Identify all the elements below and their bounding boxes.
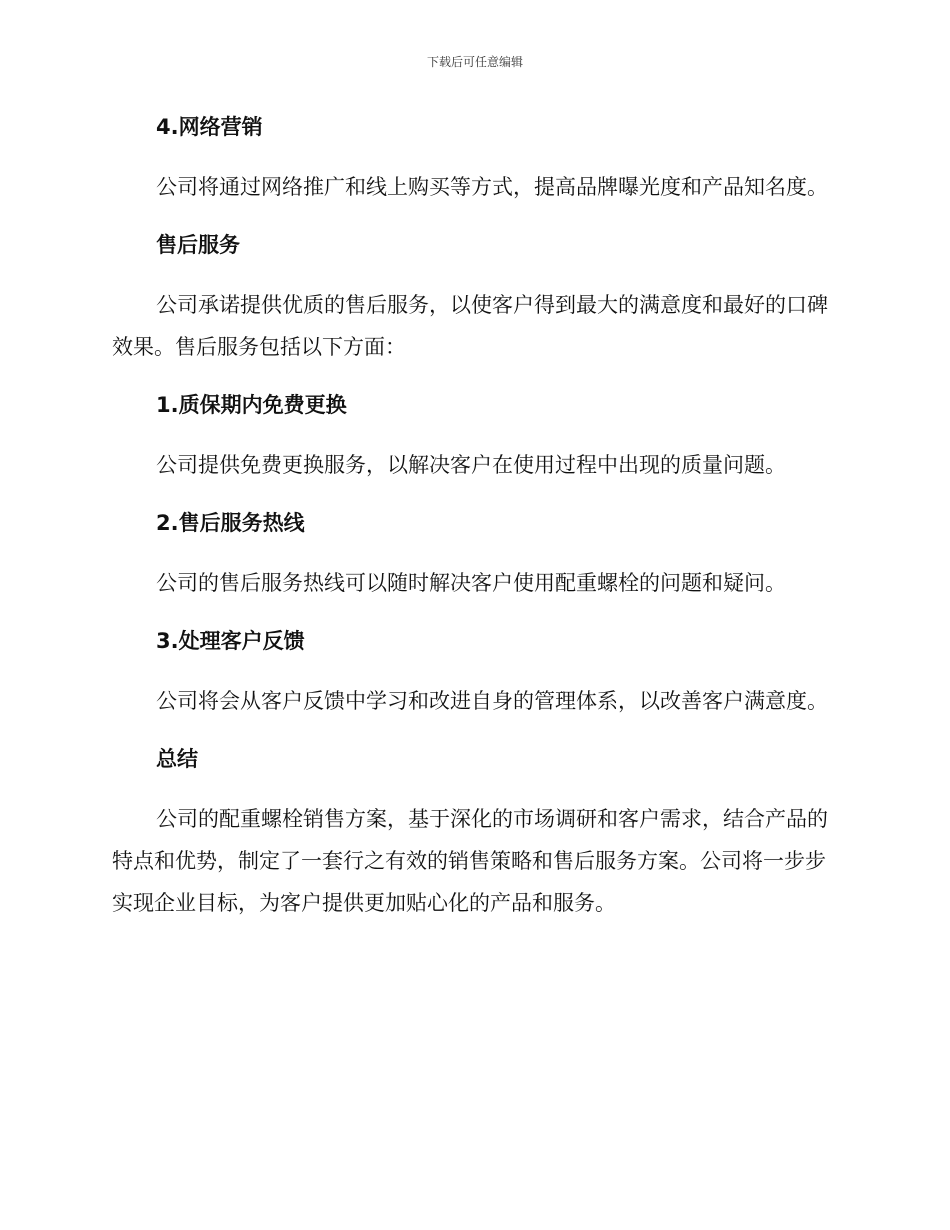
paragraph-after-sales: 公司承诺提供优质的售后服务，以使客户得到最大的满意度和最好的口碑效果。售后服务包括以下方面： [112, 293, 828, 359]
section-heading-service-hotline: 2.售后服务热线 [156, 511, 305, 535]
page-header-note: 下载后可任意编辑 [426, 55, 523, 69]
paragraph-service-hotline: 公司的售后服务热线可以随时解决客户使用配重螺栓的问题和疑问。 [156, 571, 786, 595]
paragraph-customer-feedback: 公司将会从客户反馈中学习和改进自身的管理体系，以改善客户满意度。 [156, 689, 828, 713]
paragraph-online-marketing: 公司将通过网络推广和线上购买等方式，提高品牌曝光度和产品知名度。 [156, 175, 828, 199]
section-heading-after-sales: 售后服务 [156, 233, 240, 257]
paragraph-summary: 公司的配重螺栓销售方案，基于深化的市场调研和客户需求，结合产品的特点和优势，制定了一套行之有效的销售策略和售后服务方案。公司将一步步实现企业目标，为客户提供更加贴心化的产品和服务。 [112, 807, 828, 915]
section-heading-free-replacement: 1.质保期内免费更换 [156, 393, 347, 417]
section-heading-customer-feedback: 3.处理客户反馈 [156, 629, 305, 653]
paragraph-free-replacement: 公司提供免费更换服务，以解决客户在使用过程中出现的质量问题。 [156, 453, 786, 477]
section-heading-online-marketing: 4.网络营销 [156, 115, 263, 139]
section-heading-summary: 总结 [156, 747, 198, 771]
document-body [112, 112, 832, 924]
